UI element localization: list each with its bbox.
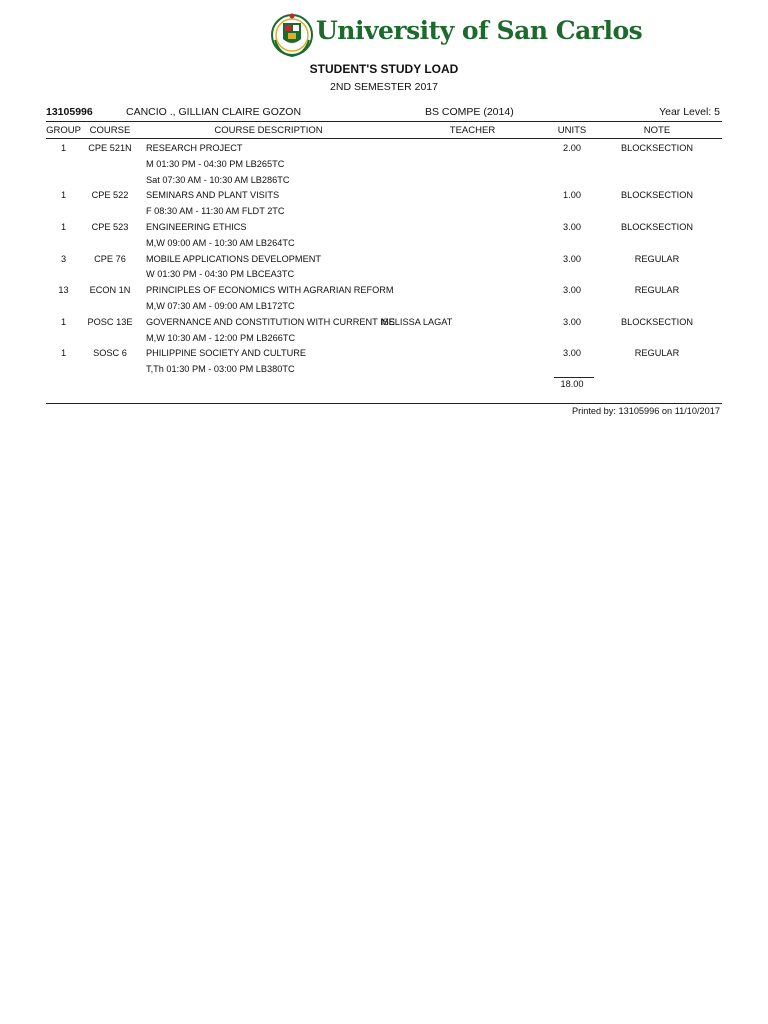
course-list — [0, 141, 768, 378]
document-title: STUDENT'S STUDY LOAD — [309, 62, 459, 76]
course-units: 3.00 — [563, 253, 581, 264]
course-group: 13 — [58, 285, 69, 296]
course-schedule-line — [0, 236, 768, 252]
course-schedule-line — [0, 173, 768, 189]
course-schedule: M 01:30 PM - 04:30 PM LB265TC — [146, 158, 285, 169]
course-description: SEMINARS AND PLANT VISITS — [146, 190, 280, 201]
course-main-line — [0, 141, 768, 157]
course-note: REGULAR — [634, 285, 680, 296]
student-name: CANCIO ., GILLIAN CLAIRE GOZON — [126, 106, 302, 118]
column-header-description: COURSE DESCRIPTION — [214, 125, 323, 136]
course-group: 3 — [60, 253, 67, 264]
course-code: CPE 523 — [91, 221, 129, 232]
course-teacher: MELISSA LAGAT — [381, 316, 453, 327]
student-program: BS COMPE (2014) — [425, 106, 514, 118]
course-note: BLOCKSECTION — [621, 143, 693, 153]
course-code: CPE 76 — [94, 253, 126, 264]
course-row — [0, 220, 768, 252]
column-header-note: NOTE — [643, 125, 671, 136]
course-description: MOBILE APPLICATIONS DEVELOPMENT — [146, 253, 321, 264]
course-main-line — [0, 346, 768, 362]
course-schedule: Sat 07:30 AM - 10:30 AM LB286TC — [146, 174, 290, 185]
course-main-line — [0, 252, 768, 268]
course-row — [0, 346, 768, 378]
course-schedule-line — [0, 204, 768, 220]
course-units: 3.00 — [563, 348, 581, 359]
header-rule-bottom — [46, 138, 722, 139]
course-code: SOSC 6 — [93, 348, 127, 359]
course-units: 3.00 — [563, 316, 581, 327]
course-row — [0, 141, 768, 188]
course-note: BLOCKSECTION — [621, 190, 693, 201]
course-units: 3.00 — [563, 285, 581, 296]
footer-rule — [46, 403, 722, 404]
course-description: ENGINEERING ETHICS — [146, 221, 247, 232]
course-units: 3.00 — [563, 221, 581, 232]
course-group: 1 — [60, 316, 67, 327]
course-schedule-line — [0, 267, 768, 283]
course-group: 1 — [60, 221, 67, 232]
course-code: ECON 1N — [89, 285, 131, 296]
course-row — [0, 315, 768, 347]
university-seal-icon — [271, 10, 313, 60]
column-header-teacher: TEACHER — [449, 125, 496, 136]
course-row — [0, 188, 768, 220]
course-schedule: M,W 10:30 AM - 12:00 PM LB266TC — [146, 332, 296, 343]
total-units-rule — [554, 377, 594, 378]
course-schedule-line — [0, 299, 768, 315]
course-schedule: T,Th 01:30 PM - 03:00 PM LB380TC — [146, 364, 295, 375]
course-code: POSC 13E — [87, 316, 133, 327]
course-main-line — [0, 188, 768, 204]
column-header-units: UNITS — [557, 125, 587, 136]
column-header-group: GROUP — [46, 125, 81, 136]
course-note: BLOCKSECTION — [621, 221, 693, 232]
course-units: 1.00 — [563, 190, 581, 201]
course-note: REGULAR — [634, 348, 680, 359]
course-schedule: M,W 07:30 AM - 09:00 AM LB172TC — [146, 300, 295, 311]
header-rule-top — [46, 121, 722, 122]
total-units: 18.00 — [560, 379, 584, 389]
course-schedule-line — [0, 362, 768, 378]
student-id: 13105996 — [46, 106, 93, 118]
course-description: RESEARCH PROJECT — [146, 143, 243, 153]
course-group: 1 — [60, 348, 67, 359]
course-note: BLOCKSECTION — [621, 316, 693, 327]
course-row — [0, 252, 768, 284]
course-code: CPE 522 — [91, 190, 129, 201]
course-schedule: M,W 09:00 AM - 10:30 AM LB264TC — [146, 237, 295, 248]
document-header — [0, 10, 768, 62]
course-schedule-line — [0, 331, 768, 347]
course-description: GOVERNANCE AND CONSTITUTION WITH CURRENT ISS — [146, 316, 395, 327]
course-description: PHILIPPINE SOCIETY AND CULTURE — [146, 348, 306, 359]
course-row — [0, 283, 768, 315]
course-main-line — [0, 220, 768, 236]
printed-by: Printed by: 13105996 on 11/10/2017 — [572, 406, 720, 416]
course-description: PRINCIPLES OF ECONOMICS WITH AGRARIAN REFORM — [146, 285, 394, 296]
university-name: University of San Carlos — [316, 16, 643, 45]
course-units: 2.00 — [563, 143, 581, 153]
course-main-line — [0, 283, 768, 299]
course-schedule: W 01:30 PM - 04:30 PM LBCEA3TC — [146, 269, 295, 280]
semester-label: 2ND SEMESTER 2017 — [330, 81, 438, 93]
course-schedule-line — [0, 157, 768, 173]
course-group: 1 — [60, 143, 67, 153]
course-group: 1 — [60, 190, 67, 201]
course-code: CPE 521N — [88, 143, 132, 153]
course-note: REGULAR — [634, 253, 680, 264]
course-schedule: F 08:30 AM - 11:30 AM FLDT 2TC — [146, 206, 285, 217]
column-header-course: COURSE — [89, 125, 131, 136]
course-main-line — [0, 315, 768, 331]
year-level: Year Level: 5 — [659, 106, 720, 118]
